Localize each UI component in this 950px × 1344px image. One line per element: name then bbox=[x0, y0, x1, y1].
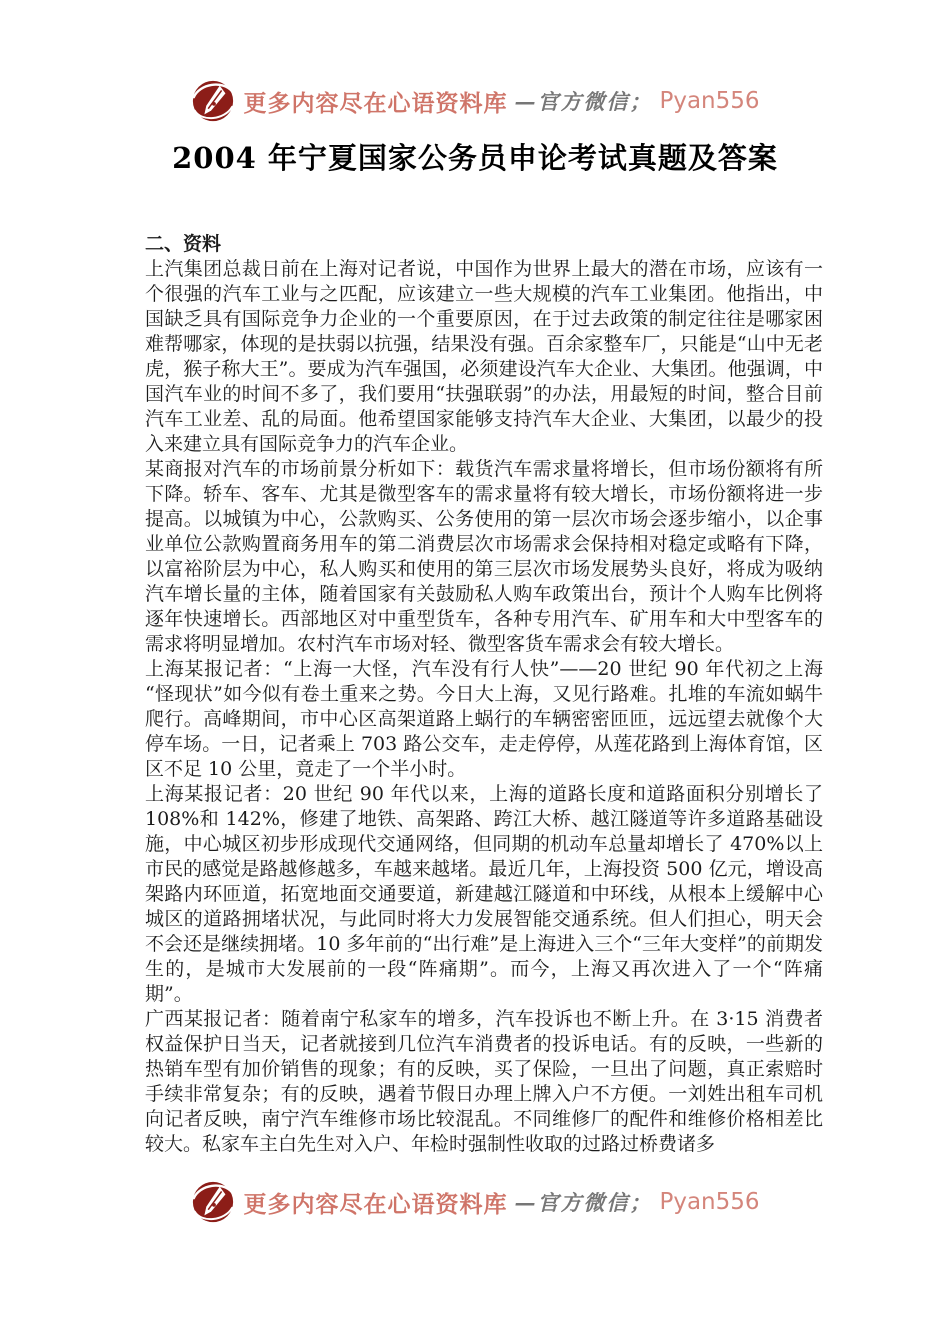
official-wechat-label: —官方微信； bbox=[514, 1190, 653, 1215]
brand-text: 更多内容尽在心语资料库 bbox=[243, 1190, 508, 1218]
wechat-id: Pyan556 bbox=[659, 88, 760, 114]
paragraph-5: 广西某报记者：随着南宁私家车的增多，汽车投诉也不断上升。在 3·15 消费者权益保护日当天，记者就接到几位汽车消费者的投诉电话。有的反映，一些新的热销车型有加价销售的现象；有的反映，买了保险，一旦出了问题，真正索赔时手续非常复杂；有的反映，遇着节假日办理上牌入户不方便。一刘姓出租车司机向记者反映，南宁汽车维修市场比较混乱。不同维修厂的配件和维修价格相差比较大。私家车主白先生对入户、年检时强制性收取的过路过桥费诸多 bbox=[145, 1008, 823, 1155]
section-heading: 二、资料 bbox=[145, 233, 222, 255]
footer-watermark bbox=[0, 1179, 950, 1225]
paragraph-3: 上海某报记者：“上海一大怪，汽车没有行人快”——20 世纪 90 年代初之上海“怪现状”如今似有卷土重来之势。今日大上海，又见行路难。扎堆的车流如蜗牛爬行。高峰期间，市中心区高架道路上蜗行的车辆密密匝匝，远远望去就像个大停车场。一日，记者乘上 703 路公交车，走走停停，从莲花路到上海体育馆，区区不足 10 公里，竟走了一个半小时。 bbox=[145, 658, 823, 780]
document-body bbox=[145, 232, 823, 1157]
wechat-id: Pyan556 bbox=[659, 1189, 760, 1215]
brand-text: 更多内容尽在心语资料库 bbox=[243, 89, 508, 117]
official-wechat-label: —官方微信； bbox=[514, 89, 653, 114]
header-watermark bbox=[0, 0, 950, 124]
paragraph-1: 上汽集团总裁日前在上海对记者说，中国作为世界上最大的潜在市场，应该有一个很强的汽车工业与之匹配，应该建立一些大规模的汽车工业集团。他指出，中国缺乏具有国际竞争力企业的一个重要原因，在于过去政策的制定往往是哪家困难帮哪家，体现的是扶弱以抗强，结果没有强。百余家整车厂，只能是“山中无老虎，猴子称大王”。要成为汽车强国，必须建设汽车大企业、大集团。他强调，中国汽车业的时间不多了，我们要用“扶强联弱”的办法，用最短的时间，整合目前汽车工业差、乱的局面。他希望国家能够支持汽车大企业、大集团，以最少的投入来建立具有国际竞争力的汽车企业。 bbox=[145, 258, 823, 455]
page-title: 2004 年宁夏国家公务员申论考试真题及答案 bbox=[172, 141, 778, 175]
pen-nib-circle-icon bbox=[190, 78, 236, 124]
paragraph-4: 上海某报记者：20 世纪 90 年代以来，上海的道路长度和道路面积分别增长了 108%和 142%，修建了地铁、高架路、跨江大桥、越江隧道等许多道路基础设施，中心城区初步形成现代交通网络，但同期的机动车总量却增长了 470%以上市民的感觉是路越修越多，车越来越堵。最近几年，上海投资 500 亿元，增设高架路内环匝道，拓宽地面交通要道，新建越江隧道和中环线，从根本上缓解中心城区的道路拥堵状况，与此同时将大力发展智能交通系统。但人们担心，明天会不会还是继续拥堵。10 多年前的“出行难”是上海进入三个“三年大变样”的前期发生的，是城市大发展前的一段“阵痛期”。而今，上海又再次进入了一个“阵痛期”。 bbox=[145, 783, 823, 1005]
pen-nib-circle-icon bbox=[190, 1179, 236, 1225]
paragraph-2: 某商报对汽车的市场前景分析如下：载货汽车需求量将增长，但市场份额将有所下降。轿车、客车、尤其是微型客车的需求量将有较大增长，市场份额将进一步提高。以城镇为中心，公款购买、公务使用的第一层次市场会逐步缩小，以企事业单位公款购置商务用车的第二消费层次市场需求会保持相对稳定或略有下降，以富裕阶层为中心，私人购买和使用的第三层次市场发展势头良好，将成为吸纳汽车增长量的主体，随着国家有关鼓励私人购车政策出台，预计个人购车比例将逐年快速增长。西部地区对中重型货车，各种专用汽车、矿用车和大中型客车的需求将明显增加。农村汽车市场对轻、微型客货车需求会有较大增长。 bbox=[145, 458, 823, 655]
